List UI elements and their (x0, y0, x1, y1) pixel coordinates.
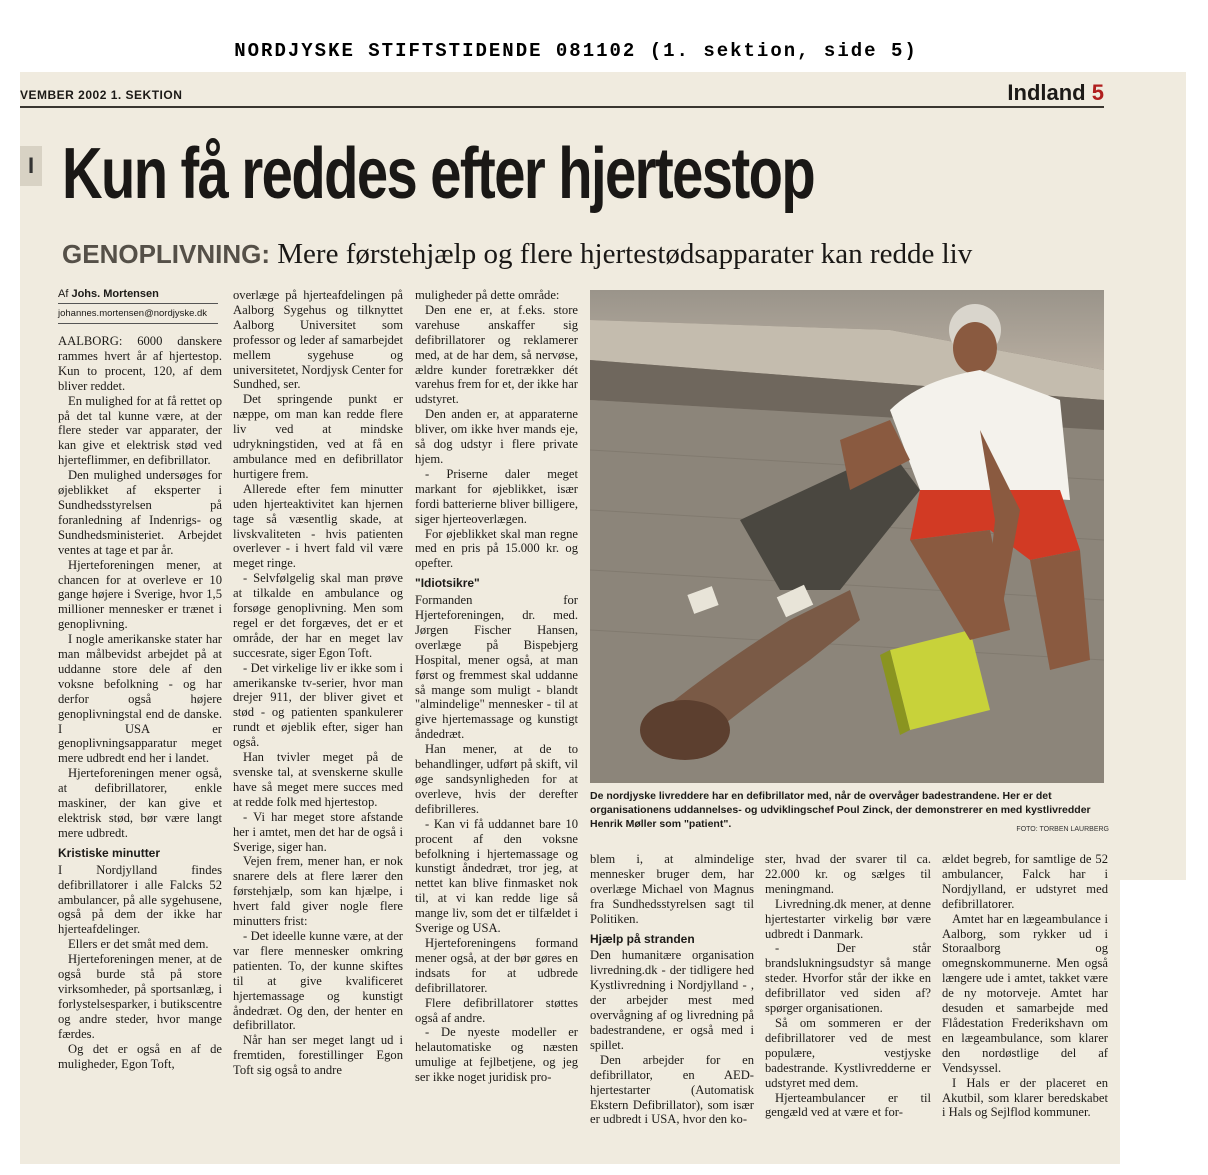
paragraph: Vejen frem, mener han, er nok snarere dels at flere lærer den førstehjælp, som kan hjælpe, i hvert fald giver nogle flere minutters frist: (233, 854, 403, 929)
page-edge (1120, 880, 1200, 1170)
page-number: 5 (1091, 80, 1104, 105)
photo-caption: De nordjyske livreddere har en defibrillator med, når de overvåger badestrandene. Her er det organisationens uddannelses- og udviklingschef Poul Zinck, der demonstrerer en med kystlivredder Henrik Møller som "patient". (590, 790, 1091, 830)
paragraph: Den mulighed undersøges for øjeblikket af eksperter i Sundhedsstyrelsen på foranledning af Indenrigs- og Sundhedsministeriet. Arbejdet ventes at tage et par år. (58, 468, 222, 557)
paragraph: Den anden er, at apparaterne bliver, om ikke hver mands eje, så dog udstyr i flere private hjem. (415, 407, 578, 466)
paragraph: - Der står brandslukningsudstyr så mange steder. Hvorfor står der ikke en defibrillator ved siden af? spørger organisationen. (765, 941, 931, 1016)
byline-email: johannes.mortensen@nordjyske.dk (58, 308, 218, 324)
paragraph: Hjerteforeningen mener, at chancen for at overleve er 10 gange højere i Sverige, hvor 1,5 millioner mennesker er trænet i genoplivning. (58, 557, 222, 632)
article-column-3 (415, 288, 578, 1085)
paragraph: Hjerteforeningen mener også, at defibrillatorer, enkle maskiner, der kan give et elektrisk stød, bør være langt mere udbredt. (58, 766, 222, 840)
paragraph: AALBORG: 6000 danskere rammes hvert år af hjertestop. Kun to procent, 120, af dem bliver reddet. (58, 334, 222, 393)
paragraph: Allerede efter fem minutter uden hjerteaktivitet kan hjernen tage så væsentlig skade, at livskvaliteten - hvis patienten overlever - i hvert fald vil være meget ringe. (233, 481, 403, 571)
paragraph: Amtet har en lægeambulance i Aalborg, som rykker ud i Storaalborg og omegnskommunerne. Men også længere ude i amtet, takket være de ny motorveje. Amtet har desuden et samarbejde med Flådestation Frederikshavn om en lægeambulance, som klarer den nordøstlige del af Vendsyssel. (942, 911, 1108, 1075)
article-photo (590, 290, 1104, 783)
running-head-date: VEMBER 2002 1. SEKTION (20, 88, 183, 102)
article-column-5 (765, 852, 931, 1120)
paragraph: Hjerteambulancer er til gengæld ved at være et for- (765, 1090, 931, 1120)
photo-illustration (590, 290, 1104, 783)
paragraph: En mulighed for at få rettet op på det tal kunne være, at der flere steder var apparater, der kan give et elektrisk stød ved hjerteflimmer, en defibrillator. (58, 393, 222, 468)
subheadline (62, 236, 1162, 272)
byline (58, 288, 218, 324)
crosshead: "Idiotsikre" (415, 576, 480, 591)
photo-credit: FOTO: TORBEN LAURBERG (1016, 826, 1109, 833)
paragraph: Han tvivler meget på de svenske tal, at svenskerne skulle have så meget mere succes med at redde folk med hjertestop. (233, 750, 403, 809)
section-name: Indland (1007, 80, 1086, 105)
paragraph: - Det ideelle kunne være, at der var flere mennesker omkring patienten. To, der kunne skiftes til at give kvalificeret hjertemassage og kunstigt åndedræt. Og den, der henter en defibrillator. (233, 928, 403, 1033)
paragraph: Den arbejder for en defibrillator, en AED-hjertestarter (Automatisk Ekstern Defibrillator), som især er udbredt i USA, hvor den ko- (590, 1052, 754, 1127)
paragraph: I Hals er der placeret en Akutbil, som klarer beredskabet i Hals og Sejlflod kommuner. (942, 1075, 1108, 1120)
side-tab-marker: I (20, 146, 42, 186)
paragraph: Livredning.dk mener, at denne hjertestarter virkelig bør være udbredt i Danmark. (765, 896, 931, 941)
paragraph: Så om sommeren er der defibrillatorer ved de mest populære, vestjyske badestrande. Kystlivredderne er udstyret med dem. (765, 1015, 931, 1090)
paragraph: Formanden for Hjerteforeningen, dr. med. Jørgen Fischer Hansen, overlæge på Bispebjerg Hospital, mener også, at man først og fremmest skal uddanne så mange som muligt - blandt "almindelige" mennesker - til at give hjertemassage og kunstigt åndedræt. (415, 593, 578, 742)
paragraph: Hjerteforeningen mener, at de også burde stå på store virksomheder, på sportsanlæg, i forlystelsesparker, i butikscentre og andre steder, hvor mange færdes. (58, 952, 222, 1041)
paragraph: For øjeblikket skal man regne med en pris på 15.000 kr. og opefter. (415, 526, 578, 571)
article-column-6 (942, 852, 1108, 1120)
article-column-4 (590, 852, 754, 1127)
paragraph: Ellers er det småt med dem. (68, 937, 209, 952)
paragraph: - De nyeste modeller er helautomatiske og næsten umulige at fejlbetjene, og jeg ser ikke noget juridisk pro- (415, 1025, 578, 1085)
paragraph: Hjerteforeningens formand mener også, at der bør gøres en indsats for at udbrede defibrillatorer. (415, 935, 578, 995)
article-column-2 (233, 288, 403, 1078)
paragraph: ster, hvad der svarer til ca. 22.000 kr. og sælges til meningmand. (765, 852, 931, 896)
crosshead: Hjælp på stranden (590, 931, 695, 946)
crosshead: Kristiske minutter (58, 845, 161, 860)
paragraph: Den humanitære organisation livredning.dk - der tidligere hed Kystlivredning i Nordjylland - , der arbejder mest med overvågning af og livredning på badestrandene, er også med i spillet. (590, 948, 754, 1052)
paragraph: I nogle amerikanske stater har man målbevidst arbejdet på at uddanne store dele af den voksne befolkning - og har derfor også højere genoplivningstal end de danske. I USA er genoplivningsapparatur meget mere udbredt end her i landet. (58, 632, 222, 766)
clipping-label: NORDJYSKE STIFTSTIDENDE 081102 (1. sektion, side 5) (234, 40, 918, 62)
running-head (20, 80, 1104, 108)
running-head-section (1007, 80, 1104, 106)
paragraph: - Det virkelige liv er ikke som i amerikanske tv-serier, hvor man drejer 911, der bliver givet et stød - og patienten spankulerer rundt et øjeblik efter, siger han også. (233, 660, 403, 750)
paragraph: Han mener, at de to behandlinger, udført på skift, vil øge sandsynligheden for at overleve, hvis der derefter defibrilleres. (415, 742, 578, 816)
paragraph: blem i, at almindelige mennesker bruger dem, har overlæge Michael von Magnus fra Sundhedsstyrelsen sagt til Politiken. (590, 852, 754, 926)
byline-author: Af Johs. Mortensen (58, 288, 218, 304)
subhead-text: Mere førstehjælp og flere hjertestødsapparater kan redde liv (270, 238, 973, 270)
paragraph: - Selvfølgelig skal man prøve at tilkalde en ambulance og forsøge genoplivning. Men som regel er det forgæves, det er et område, der har en meget lav succesrate, siger Egon Toft. (233, 571, 403, 660)
paragraph: muligheder på dette område: (415, 288, 560, 302)
paragraph: Flere defibrillatorer støttes også af andre. (415, 995, 578, 1025)
paragraph: I Nordjylland findes defibrillatorer i alle Falcks 52 ambulancer, på alle sygehusene, også på dem der ikke har hjerteafdelinger. (58, 862, 222, 937)
paragraph: Når han ser meget langt ud i fremtiden, forestillinger Egon Toft sig også to andre (233, 1033, 403, 1078)
paragraph: Det springende punkt er næppe, om man kan redde flere liv ved at mindske udrykningstiden, ved at få en ambulance med en defibrillator hurtigere frem. (233, 392, 403, 481)
headline: Kun få reddes efter hjertestop (62, 134, 815, 214)
paragraph: Og det er også en af de muligheder, Egon Toft, (58, 1041, 222, 1071)
subhead-kicker: GENOPLIVNING: (62, 239, 271, 269)
paragraph: - Vi har meget store afstande her i amtet, men det har de også i Sverige, siger han. (233, 809, 403, 854)
paragraph: - Priserne daler meget markant for øjeblikket, især fordi batterierne bliver billigere, siger hjerteoverlægen. (415, 466, 578, 526)
paragraph: - Kan vi få uddannet bare 10 procent af den voksne befolkning i hjertemassage og kunstigt åndedræt, tror jeg, at nettet kan blive finmasket nok til, at vi kan redde lige så mange liv, som det er tilfældet i Sverige og USA. (415, 816, 578, 936)
paragraph: overlæge på hjerteafdelingen på Aalborg Sygehus og tilknyttet Aalborg Universitet som professor og leder af samarbejdet mellem sygehuse og universitetet, Nordjysk Center for Sundhed, ser. (233, 288, 403, 392)
paragraph: ældet begreb, for samtlige de 52 ambulancer, Falck har i Nordjylland, er udstyret med defibrillatorer. (942, 852, 1108, 911)
paragraph: Den ene er, at f.eks. store varehuse anskaffer sig defibrillatorer og reklamerer med, at de har dem, så nervøse, ældre kunder foretrækker dét varehus frem for et, der ikke har udstyret. (415, 302, 578, 407)
article-column-1 (58, 334, 222, 1071)
